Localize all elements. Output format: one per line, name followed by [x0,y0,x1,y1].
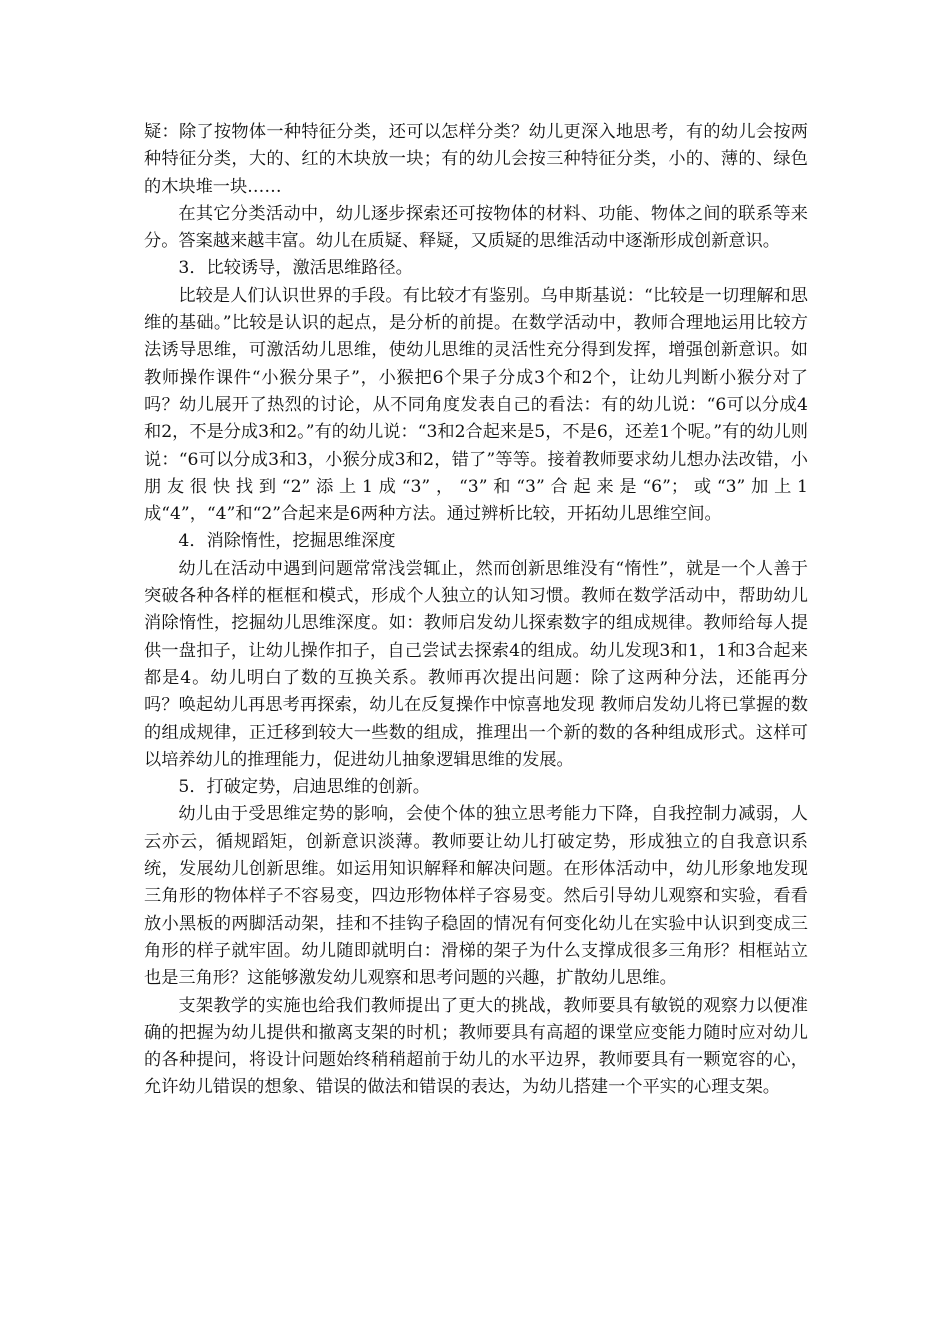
document-body [144,119,808,1102]
paragraph-breaking-patterns: 幼儿由于受思维定势的影响，会使个体的独立思考能力下降，自我控制力减弱，人云亦云，循规蹈矩，创新意识淡薄。教师要让幼儿打破定势，形成独立的自我意识系统，发展幼儿创新思维。如运用知识解释和解决问题。在形体活动中，幼儿形象地发现三角形的物体样子不容易变，四边形物体样子容易变。然后引导幼儿观察和实验，看看放小黑板的两脚活动架，挂和不挂钩子稳固的情况有何变化幼儿在实验中认识到变成三角形的样子就牢固。幼儿随即就明白：滑梯的架子为什么支撑成很多三角形？相框站立也是三角形？这能够激发幼儿观察和思考问题的兴趣，扩散幼儿思维。 [144,804,808,989]
paragraph-classification: 在其它分类活动中，幼儿逐步探索还可按物体的材料、功能、物体之间的联系等来分。答案越来越丰富。幼儿在质疑、释疑，又质疑的思维活动中逐渐形成创新意识。 [144,203,808,252]
paragraph-comparison: 比较是人们认识世界的手段。有比较才有鉴别。乌申斯基说：“比较是一切理解和思维的基础。”比较是认识的起点，是分析的前提。在数学活动中，教师合理地运用比较方法诱导思维，可激活幼儿思维，使幼儿思维的灵活性充分得到发挥，增强创新意识。如教师操作课件“小猴分果子”，小猴把6个果子分成3个和2个，让幼儿判断小猴分对了吗？幼儿展开了热烈的讨论，从不同角度发表自己的看法：有的幼儿说：“6可以分成4和2，不是分成3和2。”有的幼儿说：“3和2合起来是5，不是6，还差1个呢。”有的幼儿则说：“6可以分成3和3，小猴分成3和2，错了”等等。接着教师要求幼儿想办法改错，小朋友很快找到“2”添上1成“3”，“3”和“3”合起来是“6”；或“3”加上1成“4”，“4”和“2”合起来是6两种方法。通过辨析比较，开拓幼儿思维空间。 [144,285,808,525]
paragraph-continuation: 疑：除了按物体一种特征分类，还可以怎样分类？幼儿更深入地思考，有的幼儿会按两种特征分类，大的、红的木块放一块；有的幼儿会按三种特征分类，小的、薄的、绿色的木块堆一块…… [144,122,808,197]
section-heading-3: 3．比较诱导，激活思维路径。 [178,258,413,279]
section-heading-4: 4．消除惰性，挖掘思维深度 [178,531,396,552]
paragraph-inertia: 幼儿在活动中遇到问题常常浅尝辄止，然而创新思维没有“惰性”，就是一个人善于突破各种各样的框框和模式，形成个人独立的认知习惯。教师在数学活动中，帮助幼儿消除惰性，挖掘幼儿思维深度。如：教师启发幼儿探索数字的组成规律。教师给每人提供一盘扣子，让幼儿操作扣子，自己尝试去探索4的组成。幼儿发现3和1，1和3合起来都是4。幼儿明白了数的互换关系。教师再次提出问题：除了这两种分法，还能再分吗？唤起幼儿再思考再探索，幼儿在反复操作中惊喜地发现 教师启发幼儿将已掌握的数的组成规律，正迁移到较大一些数的组成，推理出一个新的数的各种组成形式。这样可以培养幼儿的推理能力，促进幼儿抽象逻辑思维的发展。 [144,558,808,770]
paragraph-scaffolding: 支架教学的实施也给我们教师提出了更大的挑战，教师要具有敏锐的观察力以便准确的把握为幼儿提供和撤离支架的时机；教师要具有高超的课堂应变能力随时应对幼儿的各种提问，将设计问题始终稍稍超前于幼儿的水平边界，教师要具有一颗宽容的心，允许幼儿错误的想象、错误的做法和错误的表达，为幼儿搭建一个平实的心理支架。 [144,995,808,1098]
section-heading-5: 5．打破定势，启迪思维的创新。 [178,777,430,798]
